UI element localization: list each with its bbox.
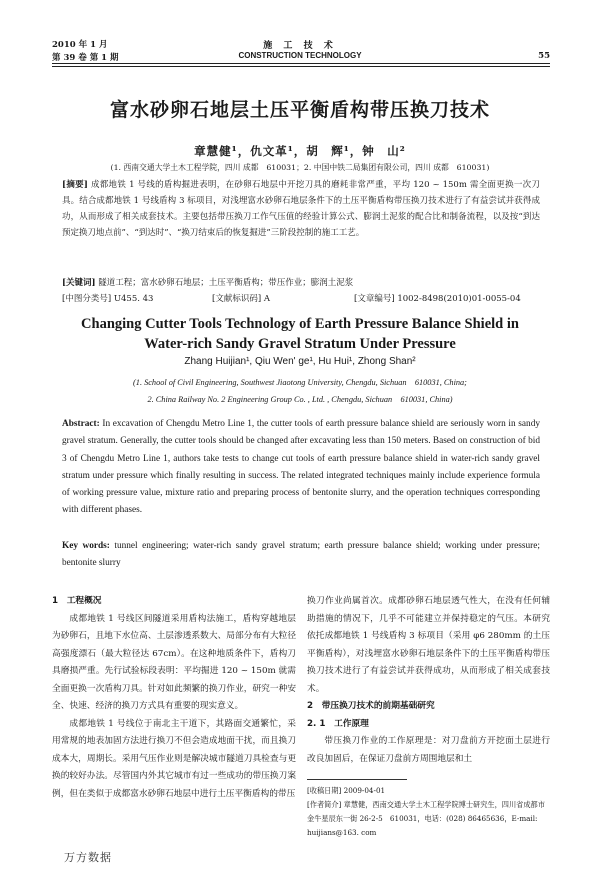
- received-date: [收稿日期] 2009-04-01: [307, 786, 386, 795]
- keywords-cn: [62, 276, 540, 288]
- author-list-en: Zhang Huijian¹, Qiu Wen' ge¹, Hu Hui¹, Zhong Shan²: [184, 356, 416, 367]
- body-paragraph: 带压换刀作业的工作原理是：对刀盘前方开挖面土层进行改良加固后，在保证刀盘前方周围地层和土: [307, 736, 550, 764]
- body-column-left: [52, 593, 296, 803]
- footnote: [307, 784, 550, 840]
- keywords-cn-label: [关键词]: [62, 278, 96, 288]
- issue-date: 2010 年 1 月: [52, 40, 108, 50]
- paper-title-cn: 富水砂卵石地层土压平衡盾构带压换刀技术: [109, 99, 490, 121]
- page-number: 55: [538, 51, 550, 61]
- header-rule-thick: [52, 63, 550, 64]
- paper-title-en-line2: Water-rich Sandy Gravel Stratum Under Pressure: [144, 336, 456, 352]
- journal-name-en: CONSTRUCTION TECHNOLOGY: [238, 51, 362, 60]
- keywords-en: [62, 538, 540, 573]
- volume-issue: 第 39 卷 第 1 期: [52, 53, 119, 63]
- affiliations-cn: (1. 西南交通大学土木工程学院，四川 成都 610031；2. 中国中铁二局集团有限公司，四川 成都 610031): [110, 163, 490, 172]
- abstract-en-text: In excavation of Chengdu Metro Line 1, the cutter tools of earth pressure balance shield are seriously worn in sandy gravel stratum. Generally, the cutter tools should be changed after excavating less than 150 meters. Based on construction of bid 3 of Chengdu Metro Line 1, authors take tests to change cut tools of earth pressure balance shield in water-rich sandy gravel stratum under pressure which finally resulting in success. The related integrated techniques mainly include experience formula of working pressure value, mixture ratio and preparing process of bentonite slurry, and the operation techniques corresponding with different phases.: [62, 419, 540, 516]
- clc-number: [中图分类号] U455. 43: [62, 294, 154, 304]
- header-rule-thin: [52, 66, 550, 67]
- watermark-text: 万方数据: [64, 851, 112, 864]
- affiliation-en-2: 2. China Railway No. 2 Engineering Group Co. , Ltd. , Chengdu, Sichuan 610031, China): [147, 395, 453, 404]
- affiliation-en-1: (1. School of Civil Engineering, Southwest Jiaotong University, Chengdu, Sichuan 610031, China;: [133, 378, 467, 387]
- abstract-en: [62, 416, 540, 520]
- document-code: [文献标识码] A: [212, 294, 270, 304]
- keywords-cn-text: 隧道工程；富水砂卵石地层；土压平衡盾构；带压作业；膨润土泥浆: [98, 278, 354, 288]
- author-intro: [作者简介] 章慧健，西南交通大学土木工程学院博士研究生，四川省成都市金牛星辰东一街 26-2-5 610031，电话：(028) 86465636，E-mail: huijians@163. com: [307, 800, 545, 837]
- abstract-cn-text: 成都地铁 1 号线的盾构掘进表明，在砂卵石地层中开挖刀具的磨耗非常严重，平均 120 ~ 150m 需全面更换一次刀具。结合成都地铁 1 号线盾构 3 标项目，对浅埋富水砂卵石地层条件下的土压平衡盾构带压换刀技术进行了有益尝试并获得成功，从而形成了相关成套技术。主要包括带压换刀工作气压值的经验计算公式、膨润土泥浆的配合比和制备流程，以及按“到达预定换刀地点前”、“到达时”、“换刀结束后的恢复掘进”三阶段控制的施工工艺。: [62, 180, 540, 238]
- section-heading-2: 2 带压换刀技术的前期基础研究: [307, 701, 435, 711]
- abstract-cn-label: [摘要]: [62, 180, 88, 190]
- abstract-en-label: Abstract:: [62, 419, 100, 429]
- article-number: [文章编号] 1002-8498(2010)01-0055-04: [354, 294, 521, 304]
- abstract-cn: [62, 177, 540, 241]
- body-column-right: [307, 593, 550, 768]
- body-paragraph: 成都地铁 1 号线位于南北主干道下，其路面交通繁忙，采用常规的地表加固方法进行换刀不但会造成地面干扰，而且换刀成本大，周期长。采用气压作业则是解决城市隧道刀具检查与更换的较好办法。尽管国内外其它城市有过一些成功的带压换刀案例，但在类似于成都富水砂卵石地层中进行土压平衡盾构的带压: [52, 718, 296, 799]
- section-heading-1: 1 工程概况: [52, 596, 102, 606]
- body-paragraph: 换刀作业尚属首次。成都砂卵石地层透气性大，在没有任何辅助措施的情况下，几乎不可能建立并保持稳定的气压。本研究依托成都地铁 1 号线盾构 3 标项目（采用 φ6 280mm 的土压平衡盾构），对浅埋富水砂卵石地层条件下的土压平衡盾构带压换刀技术进行了有益尝试并获得成功，从而形成了相关成套技术。: [307, 596, 550, 694]
- section-heading-2-1: 2. 1 工作原理: [307, 718, 369, 729]
- keywords-en-label: Key words:: [62, 541, 110, 551]
- journal-name-cn: 施 工 技 术: [263, 41, 337, 51]
- author-list-cn: 章慧健¹，仇文革¹，胡 辉¹，钟 山²: [194, 144, 406, 158]
- footnote-rule: [307, 779, 407, 780]
- body-paragraph: 成都地铁 1 号线区间隧道采用盾构法施工，盾构穿越地层为砂卵石，且地下水位高、土层渗透系数大、局部分布有大粒径高强度漂石（最大粒径达 67cm）。在这种地质条件下，盾构刀具磨损严重。先行试验标段表明：平均掘进 120 ~ 150m 就需全面更换一次盾构刀具。针对如此频繁的换刀作业，研究一种安全、快速、经济的换刀方式具有重要的现实意义。: [52, 613, 296, 711]
- paper-title-en-line1: Changing Cutter Tools Technology of Earth Pressure Balance Shield in: [81, 316, 519, 332]
- keywords-en-text: tunnel engineering; water-rich sandy gravel stratum; earth pressure balance shield; working under pressure; bentonite slurry: [62, 541, 540, 569]
- paper-title-en: [0, 314, 600, 354]
